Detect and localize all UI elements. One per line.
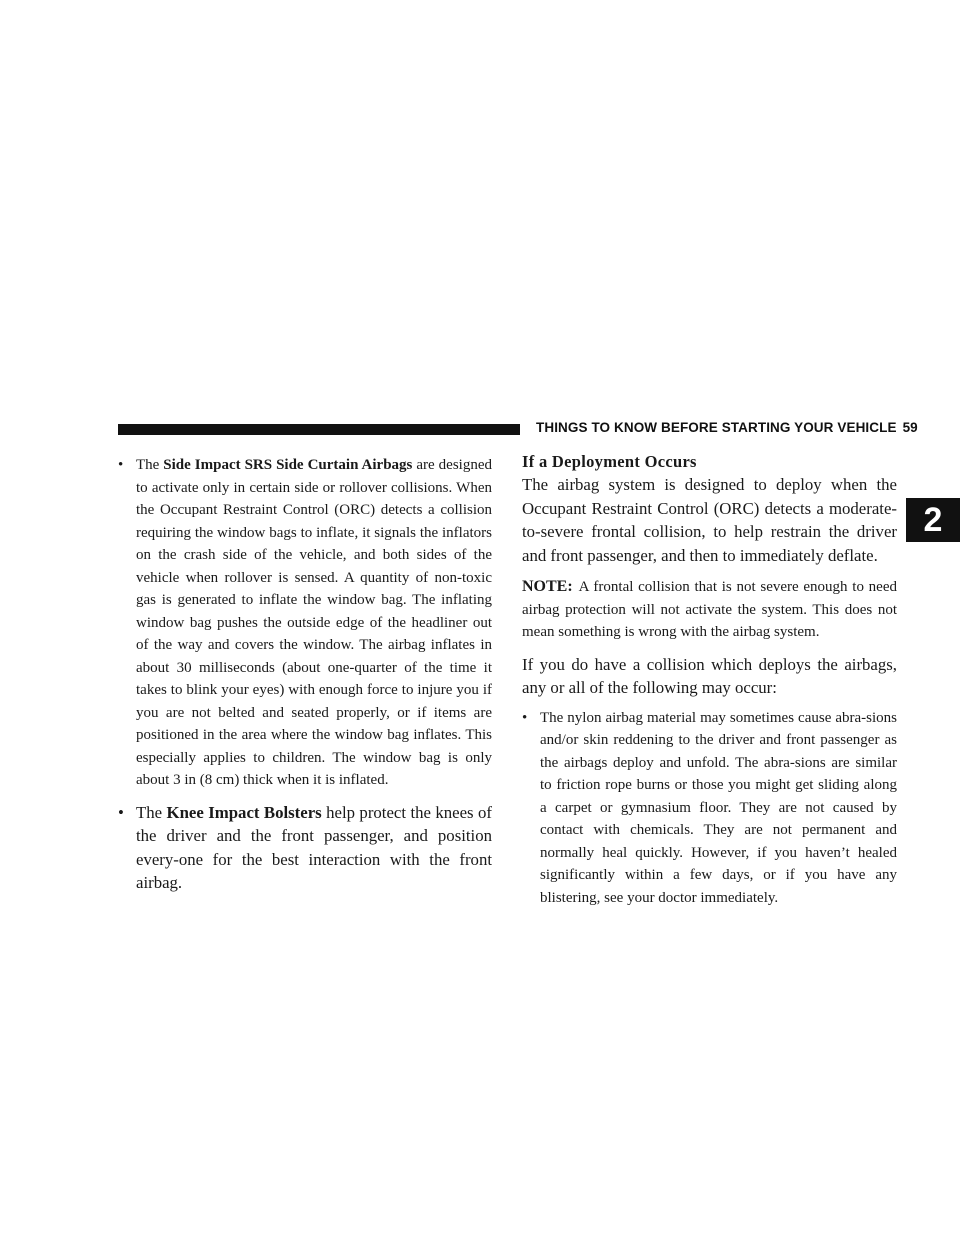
term-knee-bolsters: Knee Impact Bolsters: [166, 802, 322, 822]
page-number: 59: [902, 420, 918, 435]
deployment-paragraph: The airbag system is designed to deploy when the Occupant Restraint Control (ORC) detects a moderate-to-severe frontal collision, to help restrain the driver and front passenger, and then to immediately deflate.: [522, 475, 897, 565]
collision-paragraph: If you do have a collision which deploys the airbags, any or all of the following may occur:: [522, 654, 897, 697]
note-label: NOTE:: [522, 578, 573, 595]
header-title: THINGS TO KNOW BEFORE STARTING YOUR VEHICLE: [536, 420, 897, 435]
right-column: [522, 450, 897, 909]
note-text: A frontal collision that is not severe enough to need airbag protection will not activate the system. This does not mean something is wrong with the airbag system.: [522, 579, 897, 640]
bullet-side-curtain-airbags: • The Side Impact SRS Side Curtain Airbags are designed to activate only in certain side or rollover collisions. When the Occupant Restraint Control (ORC) detects a collision requiring the window bags to inflate, it signals the inflators on the crash side of the vehicle, and both sides of the vehicle when rollover is sensed. A quantity of non-toxic gas is generated to inflate the window bag. The inflating window bag pushes the outside edge of the headliner out of the way and covers the window. The airbag inflates in about 30 milliseconds (about one-quarter of the time it takes to blink your eyes) with enough force to injure you if you are not belted and seated properly, or if items are positioned in the area where the window bag inflates. This especially applies to children. The window bag is only about 3 in (8 cm) thick when it is inflated.: [118, 454, 492, 792]
section-heading: If a Deployment Occurs: [522, 452, 697, 471]
bullet-abrasions: • The nylon airbag material may sometimes cause abra-sions and/or skin reddening to the driver and front passenger as the airbags deploy and unfold. The abra-sions are similar to friction rope burns or those you might get sliding along a carpet or gymnasium floor. They are not caused by contact with chemicals. They are not permanent and normally heal quickly. However, if you haven’t healed significantly within a few days, or if you have any blistering, see your doctor immediately.: [522, 707, 897, 910]
term-side-curtain-airbags: Side Impact SRS Side Curtain Airbags: [163, 457, 413, 473]
header-rule: [118, 424, 520, 435]
chapter-tab: 2: [906, 498, 960, 542]
note: [522, 576, 897, 644]
bullet-knee-bolsters: • The Knee Impact Bolsters help protect the knees of the driver and the front passenger, and position every-one for the best interaction with the front airbag.: [118, 802, 492, 892]
bullet-icon: •: [118, 802, 124, 822]
running-header: [536, 420, 916, 435]
bullet-icon: •: [118, 457, 124, 473]
left-column: [118, 450, 492, 895]
bullet-icon: •: [522, 709, 528, 726]
